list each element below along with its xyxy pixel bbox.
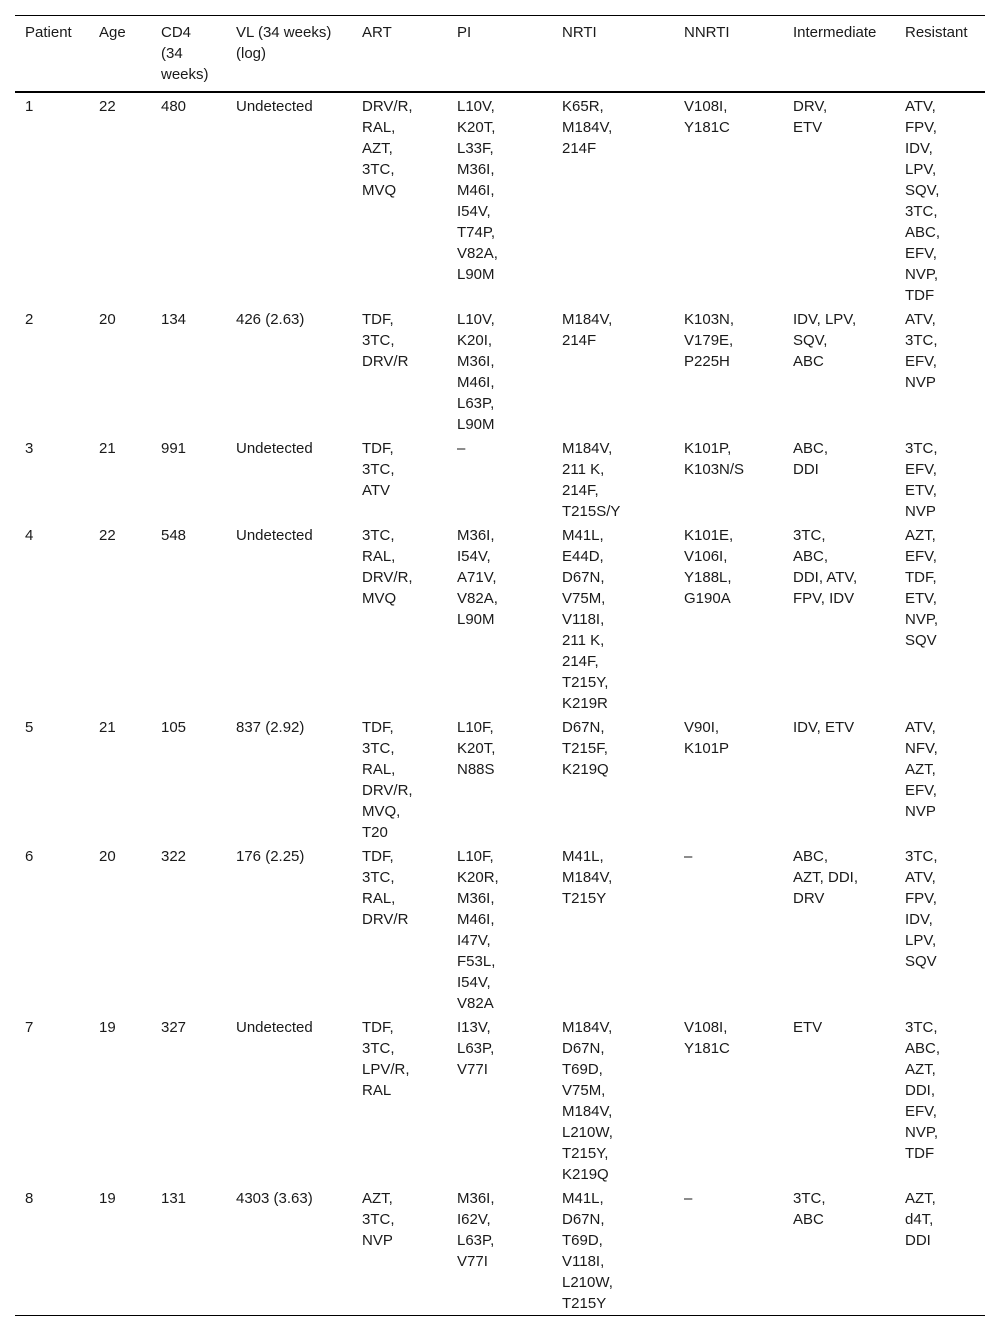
cell-resistant: ATV, 3TC, EFV, NVP: [905, 311, 938, 391]
cell-intermediate: ETV: [793, 1019, 823, 1036]
table-row: [15, 307, 985, 436]
table-row: [15, 436, 985, 523]
cell-pi: M36I, I62V, L63P, V77I: [457, 1190, 495, 1270]
header-intermediate: Intermediate: [793, 24, 877, 41]
cell-age: 20: [99, 311, 116, 328]
cell-nnrti: K103N, V179E, P225H: [684, 311, 735, 370]
table-row: [15, 715, 985, 844]
cell-age: 20: [99, 848, 116, 865]
table-row: [15, 92, 985, 307]
cell-vl: Undetected: [236, 98, 313, 115]
cell-pi: –: [457, 440, 466, 457]
cell-cd4: 480: [161, 98, 187, 115]
cell-vl: Undetected: [236, 527, 313, 544]
header-resistant: Resistant: [905, 24, 968, 41]
cell-pi: L10V, K20I, M36I, M46I, L63P, L90M: [457, 311, 495, 433]
cell-intermediate: DRV, ETV: [793, 98, 828, 136]
cell-resistant: ATV, NFV, AZT, EFV, NVP: [905, 719, 938, 820]
cell-art: AZT, 3TC, NVP: [362, 1190, 395, 1249]
cell-age: 22: [99, 98, 116, 115]
cell-cd4: 105: [161, 719, 187, 736]
cell-nrti: D67N, T215F, K219Q: [562, 719, 609, 778]
cell-art: TDF, 3TC, ATV: [362, 440, 395, 499]
cell-cd4: 991: [161, 440, 187, 457]
cell-art: TDF, 3TC, LPV/R, RAL: [362, 1019, 410, 1099]
cell-vl: 426 (2.63): [236, 311, 305, 328]
cell-art: TDF, 3TC, RAL, DRV/R, MVQ, T20: [362, 719, 413, 841]
cell-patient: 6: [25, 848, 34, 865]
cell-cd4: 548: [161, 527, 187, 544]
cell-vl: 837 (2.92): [236, 719, 305, 736]
cell-nnrti: –: [684, 848, 693, 865]
cell-art: DRV/R, RAL, AZT, 3TC, MVQ: [362, 98, 413, 199]
cell-intermediate: IDV, ETV: [793, 719, 855, 736]
cell-nnrti: V108I, Y181C: [684, 1019, 730, 1057]
header-pi: PI: [457, 24, 472, 41]
cell-vl: Undetected: [236, 1019, 313, 1036]
header-age: Age: [99, 24, 126, 41]
cell-nnrti: V90I, K101P: [684, 719, 730, 757]
cell-patient: 4: [25, 527, 34, 544]
cell-intermediate: ABC, DDI: [793, 440, 829, 478]
cell-intermediate: 3TC, ABC: [793, 1190, 826, 1228]
cell-patient: 8: [25, 1190, 34, 1207]
cell-resistant: AZT, d4T, DDI: [905, 1190, 936, 1249]
cell-nrti: M41L, E44D, D67N, V75M, V118I, 211 K, 214F, T215Y, K219R: [562, 527, 609, 712]
cell-cd4: 134: [161, 311, 187, 328]
header-nnrti: NNRTI: [684, 24, 730, 41]
cell-age: 21: [99, 719, 116, 736]
cell-patient: 1: [25, 98, 34, 115]
cell-pi: L10F, K20T, N88S: [457, 719, 496, 778]
cell-nrti: M184V, 214F: [562, 311, 613, 349]
header-patient: Patient: [25, 24, 72, 41]
cell-art: 3TC, RAL, DRV/R, MVQ: [362, 527, 413, 607]
cell-intermediate: IDV, LPV, SQV, ABC: [793, 311, 857, 370]
header-art: ART: [362, 24, 392, 41]
cell-pi: I13V, L63P, V77I: [457, 1019, 495, 1078]
cell-nnrti: K101E, V106I, Y188L, G190A: [684, 527, 734, 607]
resistance-table: [15, 15, 985, 1316]
cell-pi: L10F, K20R, M36I, M46I, I47V, F53L, I54V, V82A: [457, 848, 499, 1012]
cell-age: 19: [99, 1190, 116, 1207]
cell-nrti: M184V, 211 K, 214F, T215S/Y: [562, 440, 621, 520]
cell-art: TDF, 3TC, DRV/R: [362, 311, 409, 370]
cell-nrti: M184V, D67N, T69D, V75M, M184V, L210W, T215Y, K219Q: [562, 1019, 613, 1183]
table-row: [15, 1186, 985, 1316]
cell-vl: 176 (2.25): [236, 848, 305, 865]
cell-age: 19: [99, 1019, 116, 1036]
cell-art: TDF, 3TC, RAL, DRV/R: [362, 848, 409, 928]
cell-nnrti: K101P, K103N/S: [684, 440, 745, 478]
table-row: [15, 844, 985, 1015]
header-vl: VL (34 weeks) (log): [236, 24, 332, 62]
cell-nrti: M41L, M184V, T215Y: [562, 848, 613, 907]
cell-cd4: 131: [161, 1190, 187, 1207]
table-body: [15, 92, 985, 1316]
cell-cd4: 327: [161, 1019, 187, 1036]
cell-nrti: K65R, M184V, 214F: [562, 98, 613, 157]
cell-patient: 2: [25, 311, 34, 328]
cell-nrti: M41L, D67N, T69D, V118I, L210W, T215Y: [562, 1190, 613, 1312]
cell-resistant: AZT, EFV, TDF, ETV, NVP, SQV: [905, 527, 939, 649]
table-row: [15, 523, 985, 715]
cell-intermediate: ABC, AZT, DDI, DRV: [793, 848, 859, 907]
cell-vl: Undetected: [236, 440, 313, 457]
table-row: [15, 1015, 985, 1186]
cell-patient: 3: [25, 440, 34, 457]
header-row: [15, 16, 985, 93]
cell-age: 22: [99, 527, 116, 544]
cell-resistant: 3TC, EFV, ETV, NVP: [905, 440, 938, 520]
header-cd4: CD4 (34 weeks): [161, 24, 209, 83]
cell-vl: 4303 (3.63): [236, 1190, 313, 1207]
cell-pi: M36I, I54V, A71V, V82A, L90M: [457, 527, 498, 628]
cell-patient: 7: [25, 1019, 34, 1036]
cell-resistant: 3TC, ATV, FPV, IDV, LPV, SQV: [905, 848, 938, 970]
cell-nnrti: –: [684, 1190, 693, 1207]
header-nrti: NRTI: [562, 24, 597, 41]
cell-resistant: 3TC, ABC, AZT, DDI, EFV, NVP, TDF: [905, 1019, 941, 1162]
cell-patient: 5: [25, 719, 34, 736]
cell-nnrti: V108I, Y181C: [684, 98, 730, 136]
cell-pi: L10V, K20T, L33F, M36I, M46I, I54V, T74P, V82A, L90M: [457, 98, 498, 283]
cell-age: 21: [99, 440, 116, 457]
cell-cd4: 322: [161, 848, 187, 865]
table-header: [15, 16, 985, 93]
cell-intermediate: 3TC, ABC, DDI, ATV, FPV, IDV: [793, 527, 858, 607]
cell-resistant: ATV, FPV, IDV, LPV, SQV, 3TC, ABC, EFV, NVP, TDF: [905, 98, 941, 304]
